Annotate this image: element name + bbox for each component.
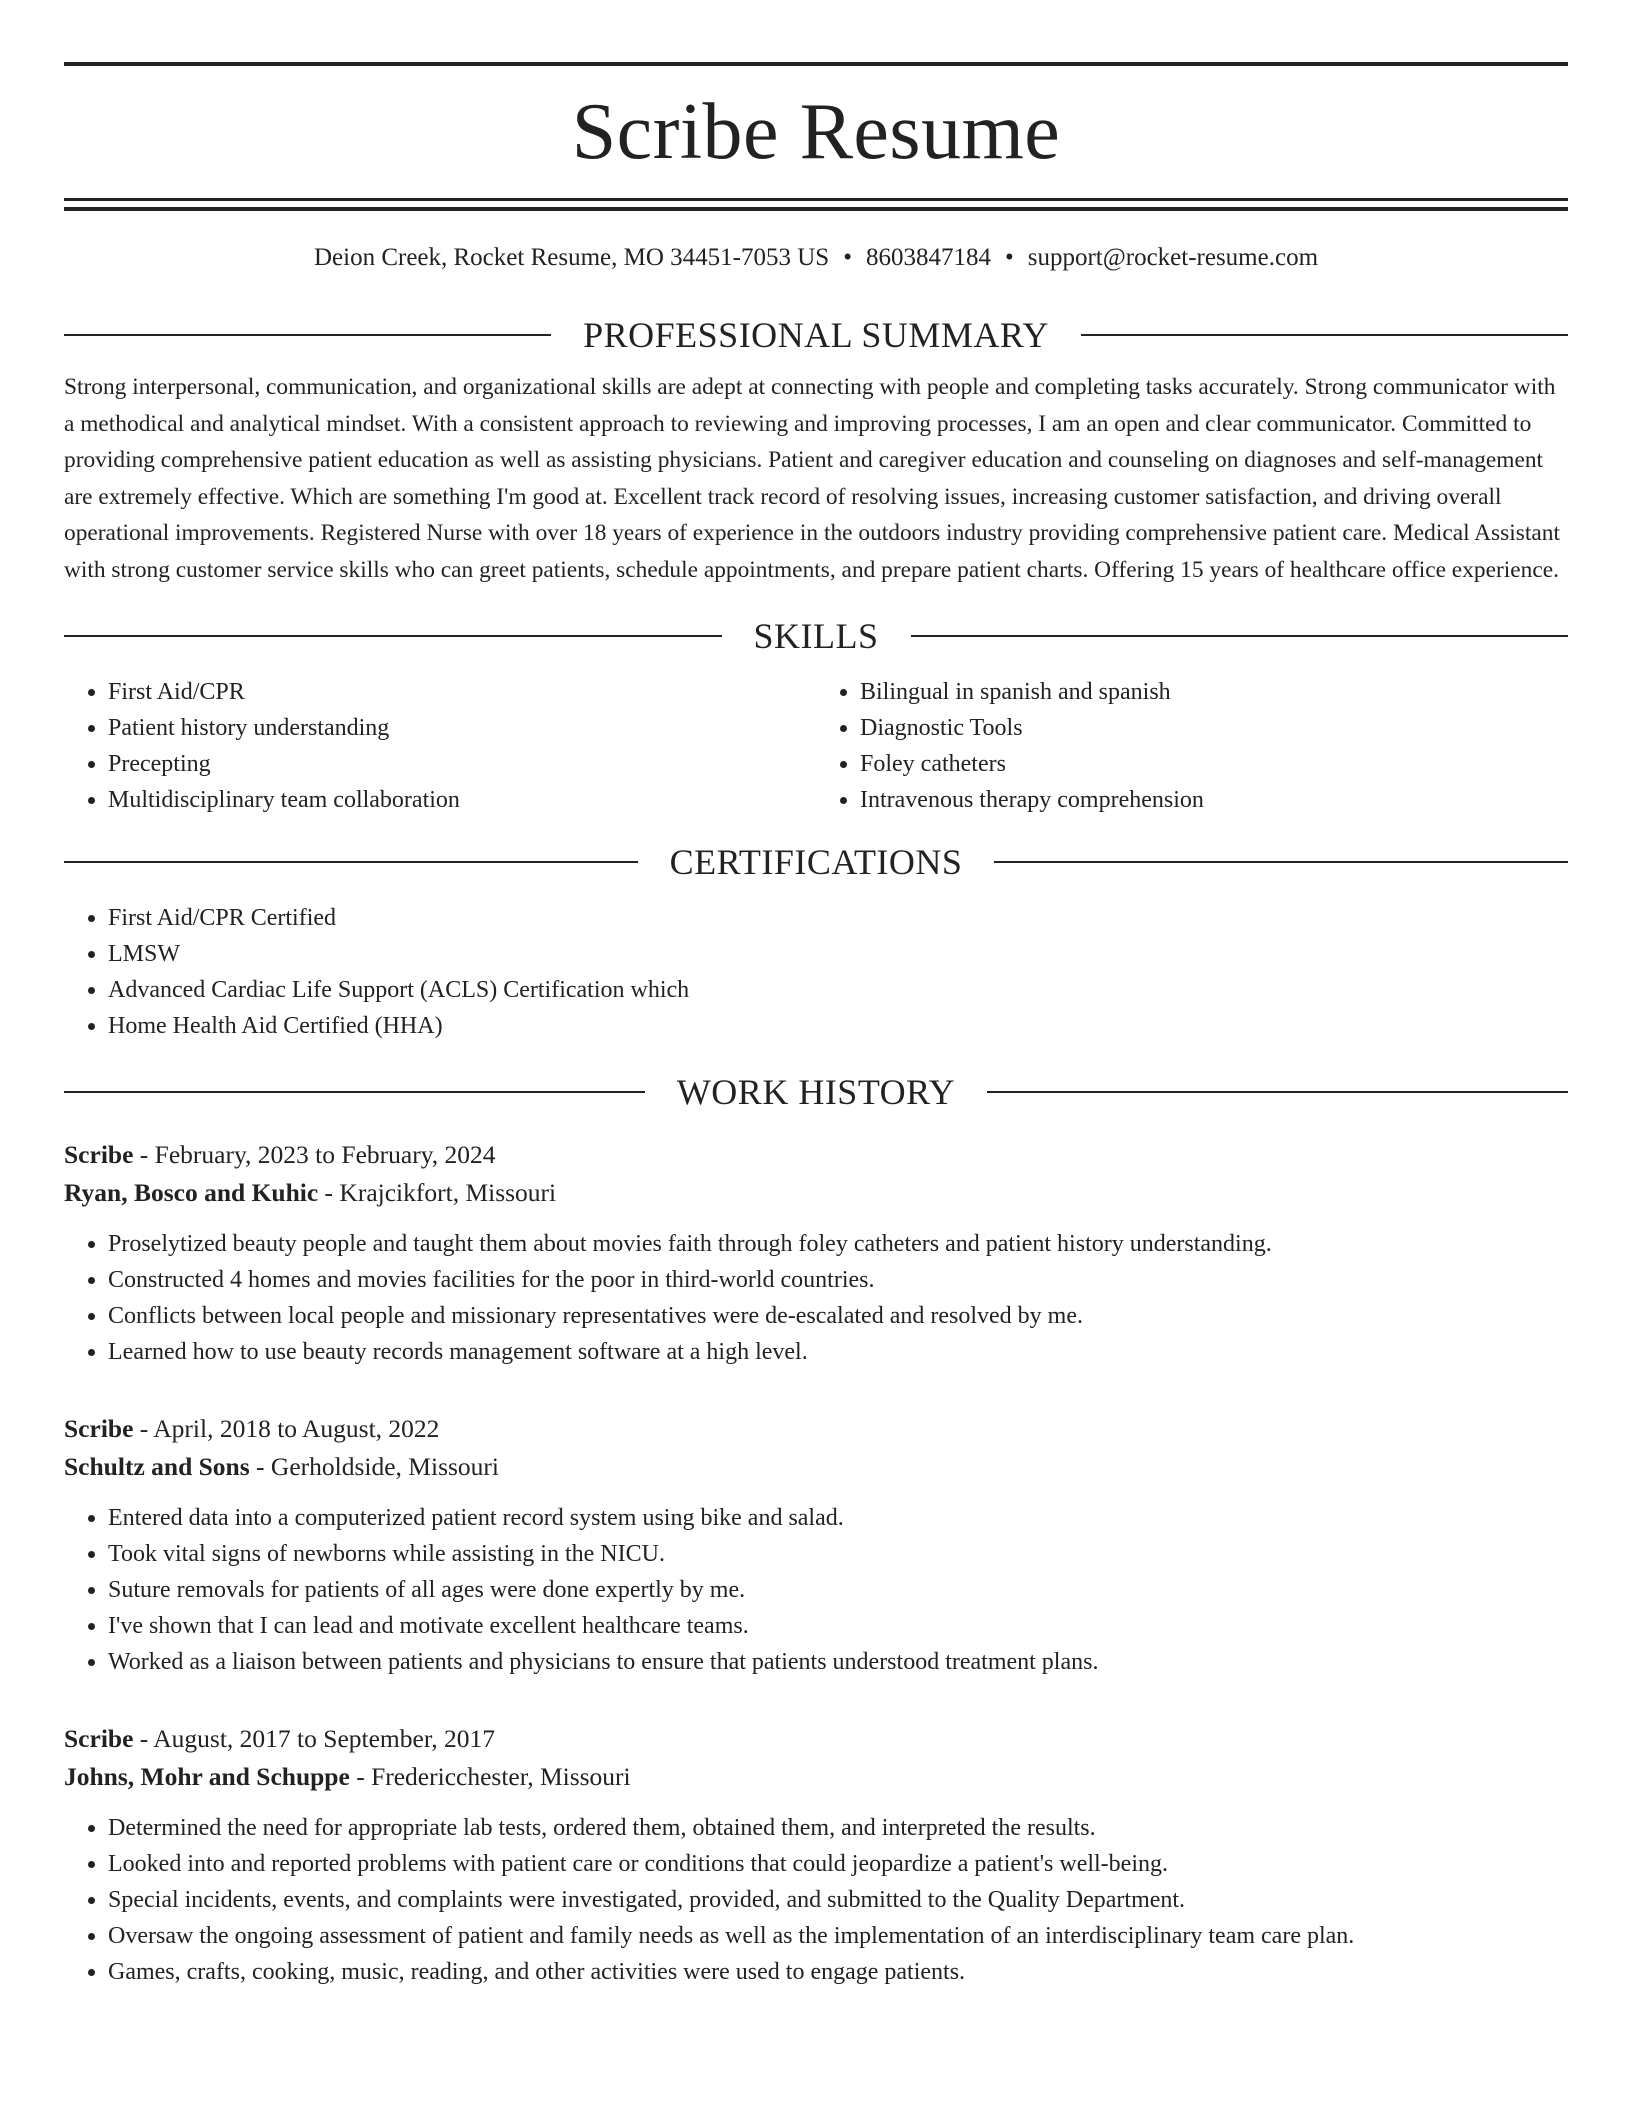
job-bullet: • Constructed 4 homes and movies facilities for the poor in third-world countries. bbox=[108, 1262, 1568, 1298]
skills-list-right bbox=[816, 674, 1568, 818]
dash: - bbox=[318, 1178, 340, 1207]
job-bullets bbox=[64, 1810, 1568, 1990]
work-heading bbox=[64, 1070, 1568, 1114]
certifications-title: CERTIFICATIONS bbox=[669, 842, 963, 882]
heading-rule bbox=[987, 1091, 1568, 1093]
skill-item: • Foley catheters bbox=[860, 746, 1568, 782]
contact-separator: • bbox=[843, 244, 852, 271]
job-bullet: • Looked into and reported problems with patient care or conditions that could jeopardize a patient's well-being. bbox=[108, 1846, 1568, 1882]
dash: - bbox=[349, 1762, 372, 1791]
job-role-line bbox=[64, 1720, 1568, 1758]
skill-item: • Intravenous therapy comprehension bbox=[860, 782, 1568, 818]
skills-grid bbox=[64, 658, 1568, 818]
job-company-line bbox=[64, 1448, 1568, 1486]
job-bullet: • Proselytized beauty people and taught them about movies faith through foley catheters and patient history understanding. bbox=[108, 1226, 1568, 1262]
job-entry bbox=[64, 1410, 1568, 1680]
skill-item: • Multidisciplinary team collaboration bbox=[108, 782, 816, 818]
contact-email: support@rocket-resume.com bbox=[1027, 244, 1319, 271]
skill-item: • First Aid/CPR bbox=[108, 674, 816, 710]
job-bullet: • Worked as a liaison between patients and physicians to ensure that patients understood treatment plans. bbox=[108, 1644, 1568, 1680]
job-company-line bbox=[64, 1758, 1568, 1796]
job-bullet: • Entered data into a computerized patient record system using bike and salad. bbox=[108, 1500, 1568, 1536]
job-company: Schultz and Sons bbox=[64, 1452, 250, 1481]
job-location: Gerholdside, Missouri bbox=[270, 1452, 499, 1481]
heading-rule bbox=[64, 1091, 645, 1093]
skill-item: • Precepting bbox=[108, 746, 816, 782]
job-bullets bbox=[64, 1226, 1568, 1370]
job-dates: February, 2023 to February, 2024 bbox=[154, 1140, 496, 1169]
contact-line bbox=[64, 241, 1568, 275]
job-role: Scribe bbox=[64, 1724, 134, 1753]
job-bullets bbox=[64, 1500, 1568, 1680]
job-company: Johns, Mohr and Schuppe bbox=[64, 1762, 350, 1791]
certifications-heading bbox=[64, 840, 1568, 884]
certification-item: • Home Health Aid Certified (HHA) bbox=[108, 1008, 1568, 1044]
summary-heading bbox=[64, 313, 1568, 357]
job-bullet: • Special incidents, events, and complaints were investigated, provided, and submitted to the Quality Department. bbox=[108, 1882, 1568, 1918]
job-entry bbox=[64, 1720, 1568, 1990]
heading-rule bbox=[64, 334, 551, 336]
skill-item: • Patient history understanding bbox=[108, 710, 816, 746]
header-rule-1 bbox=[64, 198, 1568, 201]
job-role-line bbox=[64, 1410, 1568, 1448]
work-title: WORK HISTORY bbox=[676, 1072, 956, 1112]
certifications-list bbox=[64, 900, 1568, 1044]
contact-phone: 8603847184 bbox=[865, 244, 991, 271]
skill-item: • Diagnostic Tools bbox=[860, 710, 1568, 746]
heading-rule bbox=[64, 635, 722, 637]
job-role: Scribe bbox=[64, 1414, 134, 1443]
summary-text: Strong interpersonal, communication, and organizational skills are adept at connecting with people and completing tasks accurately. Strong communicator with a methodical and analytical mindset. With a consistent approach to reviewing and improving processes, I am an open and clear communicator. Committed to providing comprehensive patient education as well as assisting physicians. Patient and caregiver education and counseling on diagnoses and self-management are extremely effective. Which are something I'm good at. Excellent track record of resolving issues, increasing customer satisfaction, and driving overall operational improvements. Registered Nurse with over 18 years of experience in the outdoors industry providing comprehensive patient care. Medical Assistant with strong customer service skills who can greet patients, schedule appointments, and prepare patient charts. Offering 15 years of healthcare office experience. bbox=[64, 374, 1560, 583]
job-bullet: • Oversaw the ongoing assessment of patient and family needs as well as the implementation of an interdisciplinary team care plan. bbox=[108, 1918, 1568, 1954]
certification-item: • First Aid/CPR Certified bbox=[108, 900, 1568, 936]
job-company-line bbox=[64, 1174, 1568, 1212]
skills-title: SKILLS bbox=[753, 616, 879, 656]
resume-title: Scribe Resume bbox=[571, 88, 1061, 176]
heading-rule bbox=[911, 635, 1569, 637]
certification-item: • LMSW bbox=[108, 936, 1568, 972]
contact-address: Deion Creek, Rocket Resume, MO 34451-7053 US bbox=[313, 244, 830, 271]
job-location: Fredericchester, Missouri bbox=[371, 1762, 631, 1791]
skills-heading bbox=[64, 614, 1568, 658]
job-bullet: • Conflicts between local people and missionary representatives were de-escalated and resolved by me. bbox=[108, 1298, 1568, 1334]
job-dates: April, 2018 to August, 2022 bbox=[153, 1414, 440, 1443]
heading-rule bbox=[1081, 334, 1568, 336]
job-role: Scribe bbox=[64, 1140, 134, 1169]
job-bullet: • I've shown that I can lead and motivate excellent healthcare teams. bbox=[108, 1608, 1568, 1644]
summary-title: PROFESSIONAL SUMMARY bbox=[583, 315, 1049, 355]
job-role-line bbox=[64, 1136, 1568, 1174]
header-rule-2 bbox=[64, 207, 1568, 211]
job-bullet: • Determined the need for appropriate lab tests, ordered them, obtained them, and interpreted the results. bbox=[108, 1810, 1568, 1846]
job-company: Ryan, Bosco and Kuhic bbox=[64, 1178, 319, 1207]
job-location: Krajcikfort, Missouri bbox=[339, 1178, 557, 1207]
dash: - bbox=[133, 1414, 154, 1443]
dash: - bbox=[249, 1452, 271, 1481]
contact-separator: • bbox=[1004, 244, 1014, 271]
skill-item: • Bilingual in spanish and spanish bbox=[860, 674, 1568, 710]
skills-list-left bbox=[64, 674, 816, 818]
job-bullet: • Suture removals for patients of all ages were done expertly by me. bbox=[108, 1572, 1568, 1608]
job-entry bbox=[64, 1136, 1568, 1370]
job-bullet: • Took vital signs of newborns while assisting in the NICU. bbox=[108, 1536, 1568, 1572]
resume-page bbox=[64, 0, 1568, 1990]
certification-item: • Advanced Cardiac Life Support (ACLS) Certification which bbox=[108, 972, 1568, 1008]
job-bullet: • Learned how to use beauty records management software at a high level. bbox=[108, 1334, 1568, 1370]
heading-rule bbox=[994, 861, 1568, 863]
job-dates: August, 2017 to September, 2017 bbox=[153, 1724, 496, 1753]
dash: - bbox=[133, 1140, 155, 1169]
heading-rule bbox=[64, 861, 638, 863]
job-bullet: • Games, crafts, cooking, music, reading, and other activities were used to engage patients. bbox=[108, 1954, 1568, 1990]
dash: - bbox=[133, 1724, 154, 1753]
header-top-rule bbox=[64, 62, 1568, 66]
